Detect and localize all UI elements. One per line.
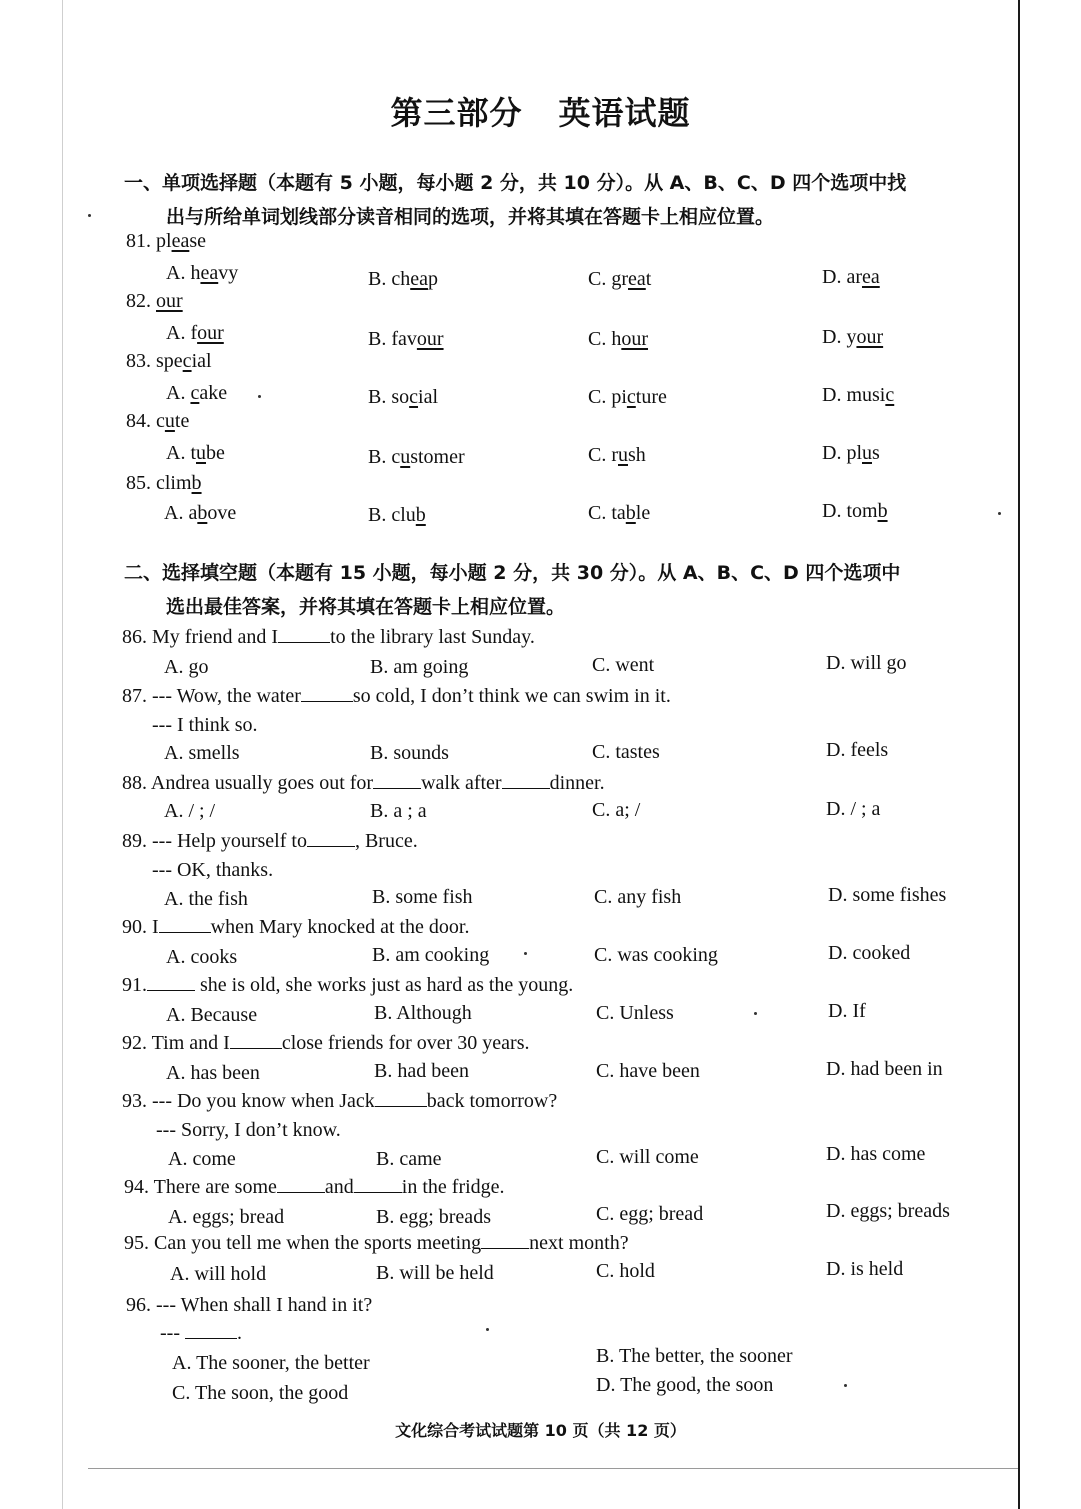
q92-option-a: A. has been bbox=[166, 1062, 260, 1084]
question-93: 93. --- Do you know when Jack back tomorrow? bbox=[122, 1090, 558, 1112]
q93-option-d: D. has come bbox=[826, 1143, 926, 1165]
q81-option-b: B. cheap bbox=[368, 268, 438, 290]
q84-option-d: D. plus bbox=[822, 442, 880, 464]
title-subject: 英语试题 bbox=[558, 94, 691, 132]
q82-option-c: C. hour bbox=[588, 328, 649, 350]
q88-option-b: B. a ; a bbox=[370, 800, 427, 822]
question-83: 83. special bbox=[126, 350, 212, 372]
q84-option-b: B. customer bbox=[368, 446, 465, 468]
question-84: 84. cute bbox=[126, 410, 190, 432]
q93-reply: --- Sorry, I don’t know. bbox=[156, 1119, 341, 1141]
question-95: 95. Can you tell me when the sports meeting next month? bbox=[124, 1232, 629, 1254]
q92-option-c: C. have been bbox=[596, 1060, 700, 1082]
q90-option-a: A. cooks bbox=[166, 946, 238, 968]
q91-option-d: D. If bbox=[828, 1000, 866, 1022]
scan-bottom-line bbox=[88, 1468, 1018, 1469]
scan-speck bbox=[524, 952, 527, 955]
q85-option-a: A. above bbox=[164, 502, 237, 524]
q85-option-d: D. tomb bbox=[822, 500, 888, 522]
title-part: 第三部分 bbox=[390, 94, 523, 132]
q89-reply: --- OK, thanks. bbox=[152, 859, 274, 881]
q86-option-d: D. will go bbox=[826, 652, 907, 674]
q81-option-a: A. heavy bbox=[166, 262, 239, 284]
question-81: 81. please bbox=[126, 230, 206, 252]
q87-option-c: C. tastes bbox=[592, 741, 660, 763]
q84-option-a: A. tube bbox=[166, 442, 225, 464]
q96-option-d: D. The good, the soon bbox=[596, 1374, 774, 1396]
q90-option-b: B. am cooking bbox=[372, 944, 490, 966]
q81-option-d: D. area bbox=[822, 266, 880, 288]
section1-heading-line1: 一、单项选择题（本题有 5 小题，每小题 2 分，共 10 分）。从 A、B、C、D 四个选项中找 bbox=[124, 172, 907, 194]
q96-reply: --- . bbox=[160, 1322, 242, 1344]
question-87: 87. --- Wow, the water so cold, I don’t think we can swim in it. bbox=[122, 685, 671, 707]
question-88: 88. Andrea usually goes out for walk after dinner. bbox=[122, 772, 605, 794]
question-85: 85. climb bbox=[126, 472, 202, 494]
q94-option-d: D. eggs; breads bbox=[826, 1200, 950, 1222]
q91-option-a: A. Because bbox=[166, 1004, 258, 1026]
q95-option-d: D. is held bbox=[826, 1258, 904, 1280]
scan-speck bbox=[88, 214, 91, 217]
page-title bbox=[0, 88, 1081, 134]
q94-option-a: A. eggs; bread bbox=[168, 1206, 285, 1228]
q91-option-b: B. Although bbox=[374, 1002, 472, 1024]
scan-edge-left bbox=[62, 0, 63, 1509]
section1-heading bbox=[124, 166, 994, 234]
q96-option-c: C. The soon, the good bbox=[172, 1382, 349, 1404]
q90-option-d: D. cooked bbox=[828, 942, 911, 964]
question-92: 92. Tim and I close friends for over 30 years. bbox=[122, 1032, 530, 1054]
q92-option-b: B. had been bbox=[374, 1060, 469, 1082]
q87-reply: --- I think so. bbox=[152, 714, 258, 736]
question-91: 91. she is old, she works just as hard as the young. bbox=[122, 974, 574, 996]
q96-option-a: A. The sooner, the better bbox=[172, 1352, 370, 1374]
q82-option-a: A. four bbox=[166, 322, 224, 344]
section2-heading bbox=[124, 556, 994, 624]
question-90: 90. I when Mary knocked at the door. bbox=[122, 916, 470, 938]
q90-option-c: C. was cooking bbox=[594, 944, 718, 966]
q93-option-a: A. come bbox=[168, 1148, 236, 1170]
q88-option-a: A. / ; / bbox=[164, 800, 216, 822]
scan-speck bbox=[844, 1384, 847, 1387]
scan-speck bbox=[754, 1012, 757, 1015]
q85-option-c: C. table bbox=[588, 502, 651, 524]
q86-option-c: C. went bbox=[592, 654, 655, 676]
q95-option-a: A. will hold bbox=[170, 1263, 267, 1285]
q92-option-d: D. had been in bbox=[826, 1058, 943, 1080]
q83-option-d: D. music bbox=[822, 384, 895, 406]
q93-option-b: B. came bbox=[376, 1148, 442, 1170]
question-96: 96. --- When shall I hand in it? bbox=[126, 1294, 373, 1316]
q88-option-d: D. / ; a bbox=[826, 798, 881, 820]
q93-option-c: C. will come bbox=[596, 1146, 699, 1168]
q84-option-c: C. rush bbox=[588, 444, 646, 466]
scan-speck bbox=[486, 1328, 489, 1331]
q87-option-b: B. sounds bbox=[370, 742, 449, 764]
q88-option-c: C. a; / bbox=[592, 799, 641, 821]
q83-option-c: C. picture bbox=[588, 386, 667, 408]
q91-option-c: C. Unless bbox=[596, 1002, 674, 1024]
scan-edge-right bbox=[1018, 0, 1020, 1509]
question-86: 86. My friend and I to the library last Sunday. bbox=[122, 626, 535, 648]
question-82: 82. our bbox=[126, 290, 183, 312]
question-89: 89. --- Help yourself to , Bruce. bbox=[122, 830, 418, 852]
q87-option-a: A. smells bbox=[164, 742, 240, 764]
q83-option-a: A. cake bbox=[166, 382, 228, 404]
q89-option-b: B. some fish bbox=[372, 886, 473, 908]
q85-option-b: B. club bbox=[368, 504, 426, 526]
section2-heading-line1: 二、选择填空题（本题有 15 小题，每小题 2 分，共 30 分）。从 A、B、C、D 四个选项中 bbox=[124, 562, 901, 584]
q89-option-c: C. any fish bbox=[594, 886, 682, 908]
page-footer: 文化综合考试试题第 10 页（共 12 页） bbox=[395, 1421, 686, 1440]
scan-speck bbox=[998, 512, 1001, 515]
question-94: 94. There are some and in the fridge. bbox=[124, 1176, 505, 1198]
q83-option-b: B. social bbox=[368, 386, 439, 408]
q86-option-a: A. go bbox=[164, 656, 209, 678]
q82-option-b: B. favour bbox=[368, 328, 444, 350]
q87-option-d: D. feels bbox=[826, 739, 889, 761]
q95-option-b: B. will be held bbox=[376, 1262, 494, 1284]
q86-option-b: B. am going bbox=[370, 656, 469, 678]
q94-option-b: B. egg; breads bbox=[376, 1206, 491, 1228]
q89-option-d: D. some fishes bbox=[828, 884, 947, 906]
q96-option-b: B. The better, the sooner bbox=[596, 1345, 793, 1367]
q95-option-c: C. hold bbox=[596, 1260, 655, 1282]
q82-option-d: D. your bbox=[822, 326, 884, 348]
q89-option-a: A. the fish bbox=[164, 888, 248, 910]
q81-option-c: C. great bbox=[588, 268, 652, 290]
section1-heading-line2: 出与所给单词划线部分读音相同的选项，并将其填在答题卡上相应位置。 bbox=[166, 206, 775, 228]
q94-option-c: C. egg; bread bbox=[596, 1203, 704, 1225]
section2-heading-line2: 选出最佳答案，并将其填在答题卡上相应位置。 bbox=[166, 596, 566, 618]
scan-speck bbox=[258, 395, 261, 398]
